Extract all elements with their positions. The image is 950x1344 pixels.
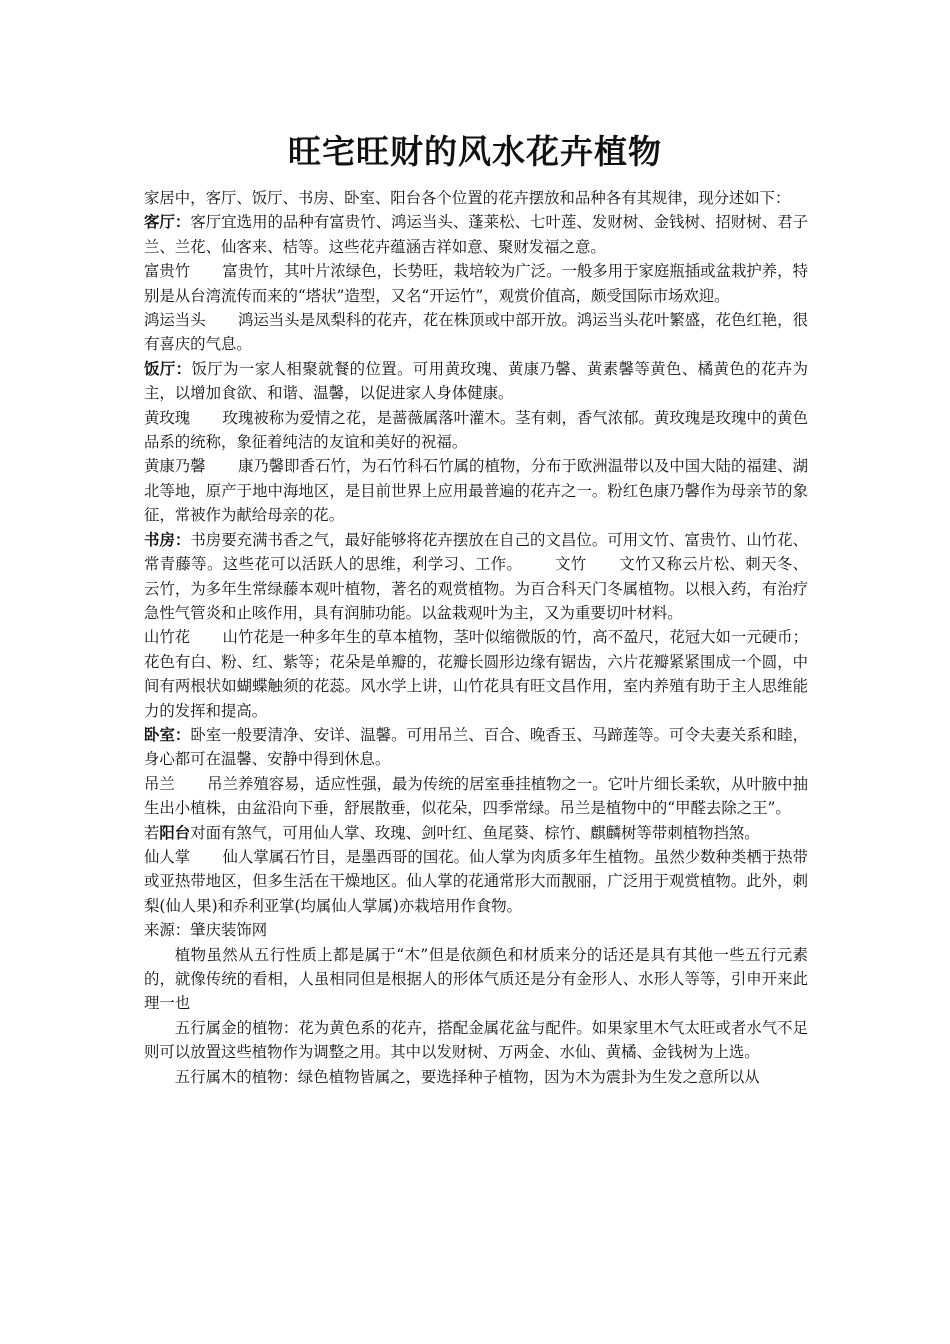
study-text: 书房要充满书香之气，最好能够将花卉摆放在自己的文昌位。可用文竹、富贵竹、山竹花、常青藤等。这些花可以活跃人的思维，利学习、工作。 [144, 530, 808, 574]
dining-room-paragraph [144, 357, 808, 406]
bedroom-text: 卧室一般要清净、安详、温馨。可用吊兰、百合、晚香玉、马蹄莲等。可令夫妻关系和睦，身心都可在温馨、安静中得到休息。 [144, 725, 808, 769]
intro-paragraph: 家居中，客厅、饭厅、书房、卧室、阳台各个位置的花卉摆放和品种各有其规律，现分述如下： [144, 189, 791, 207]
hongyun-text: 鸿运当头是凤梨科的花卉，花在株顶或中部开放。鸿运当头花叶繁盛，花色红艳，很有喜庆的气息。 [144, 311, 808, 354]
cactus-name: 仙人掌 [144, 847, 191, 866]
wuxing-metal-paragraph: 五行属金的植物：花为黄色系的花卉，搭配金属花盆与配件。如果家里木气太旺或者水气不足则可以放置这些植物作为调整之用。其中以发财树、万两金、水仙、黄橘、金钱树为上选。 [144, 1018, 808, 1062]
document-title: 旺宅旺财的风水花卉植物 [288, 132, 662, 171]
cactus-text: 仙人掌属石竹目，是墨西哥的国花。仙人掌为肉质多年生植物。虽然少数种类栖于热带或亚热带地区，但多生活在干燥地区。仙人掌的花通常形大而靓丽，广泛用于观赏植物。此外，刺梨(仙人果)和乔利亚掌(均属仙人掌属)亦栽培用作食物。 [144, 847, 808, 915]
fuguizhu-name: 富贵竹 [144, 262, 191, 281]
spider-plant-text: 吊兰养殖容易，适应性强，最为传统的居室垂挂植物之一。它叶片细长柔软，从叶腋中抽生出小植株，由盆沿向下垂，舒展散垂，似花朵，四季常绿。吊兰是植物中的“甲醛去除之王”。 [144, 774, 808, 818]
study-paragraph [144, 528, 808, 626]
study-label: 书房： [144, 530, 191, 549]
fuguizhu-paragraph [144, 259, 808, 308]
yellow-rose-paragraph [144, 406, 808, 455]
yellow-rose-name: 黄玫瑰 [144, 408, 191, 427]
living-room-paragraph [144, 210, 808, 259]
carnation-text: 康乃馨即香石竹，为石竹科石竹属的植物，分布于欧洲温带以及中国大陆的福建、湖北等地，原产于地中海地区，是目前世界上应用最普遍的花卉之一。粉红色康乃馨作为母亲节的象征，常被作为献给母亲的花。 [144, 457, 808, 525]
bedroom-label: 卧室： [144, 725, 191, 744]
hongyun-paragraph [144, 308, 808, 357]
shanzhu-name: 山竹花 [144, 628, 191, 647]
carnation-paragraph [144, 454, 808, 527]
wuxing-wood-paragraph: 五行属木的植物：绿色植物皆属之，要选择种子植物，因为木为震卦为生发之意所以从 [174, 1067, 760, 1086]
balcony-text: 对面有煞气，可用仙人掌、玫瑰、剑叶红、鱼尾葵、棕竹、麒麟树等带刺植物挡煞。 [190, 823, 760, 842]
living-room-text: 客厅宜选用的品种有富贵竹、鸿运当头、蓬莱松、七叶莲、发财树、金钱树、招财树、君子兰、兰花、仙客来、桔等。这些花卉蕴涵吉祥如意、聚财发福之意。 [144, 213, 808, 256]
bedroom-paragraph [144, 723, 808, 772]
wenzhu-name: 文竹 [554, 555, 587, 574]
wenzhu-text: 文竹又称云片松、刺天冬、云竹，为多年生常绿藤本观叶植物，著名的观赏植物。为百合科天门冬属植物。以根入药，有治疗急性气管炎和止咳作用，具有润肺功能。以盆栽观叶为主，又为重要切叶材料。 [144, 555, 808, 622]
wuxing-intro-paragraph: 植物虽然从五行性质上都是属于“木”但是依颜色和材质来分的话还是具有其他一些五行元素的，就像传统的看相，人虽相同但是根据人的形体气质还是分有金形人、水形人等等，引申开来此理一也 [144, 945, 808, 1013]
dining-room-label: 饭厅： [144, 359, 192, 378]
living-room-label: 客厅： [144, 213, 191, 232]
balcony-prefix: 若 [144, 823, 160, 842]
dining-room-text: 饭厅为一家人相聚就餐的位置。可用黄玫瑰、黄康乃馨、黄素馨等黄色、橘黄色的花卉为主，以增加食欲、和谐、温馨，以促进家人身体健康。 [144, 359, 808, 403]
source-line: 来源：肇庆装饰网 [144, 921, 268, 940]
fuguizhu-text: 富贵竹，其叶片浓绿色，长势旺，栽培较为广泛。一般多用于家庭瓶插或盆栽护养，特别是从台湾流传而来的“塔状”造型，又名“开运竹”，观赏价值高，颇受国际市场欢迎。 [144, 262, 808, 305]
spider-plant-name: 吊兰 [144, 774, 175, 793]
document-body [144, 186, 808, 1089]
cactus-paragraph [144, 845, 808, 918]
hongyun-name: 鸿运当头 [144, 311, 206, 330]
shanzhu-text: 山竹花是一种多年生的草本植物，茎叶似缩微版的竹，高不盈尺，花冠大如一元硬币；花色有白、粉、红、紫等；花朵是单瓣的，花瓣长圆形边缘有锯齿，六片花瓣紧紧围成一个圆，中间有两根状如蝴蝶触须的花蕊。风水学上讲，山竹花具有旺文昌作用，室内养殖有助于主人思维能力的发挥和提高。 [144, 628, 808, 720]
balcony-paragraph [144, 821, 808, 845]
carnation-name: 黄康乃馨 [144, 457, 206, 476]
shanzhu-paragraph [144, 625, 808, 723]
yellow-rose-text: 玫瑰被称为爱情之花，是蔷薇属落叶灌木。茎有刺，香气浓郁。黄玫瑰是玫瑰中的黄色品系的统称，象征着纯洁的友谊和美好的祝福。 [144, 408, 808, 452]
balcony-label: 阳台 [159, 823, 191, 842]
spider-plant-paragraph [144, 772, 808, 821]
